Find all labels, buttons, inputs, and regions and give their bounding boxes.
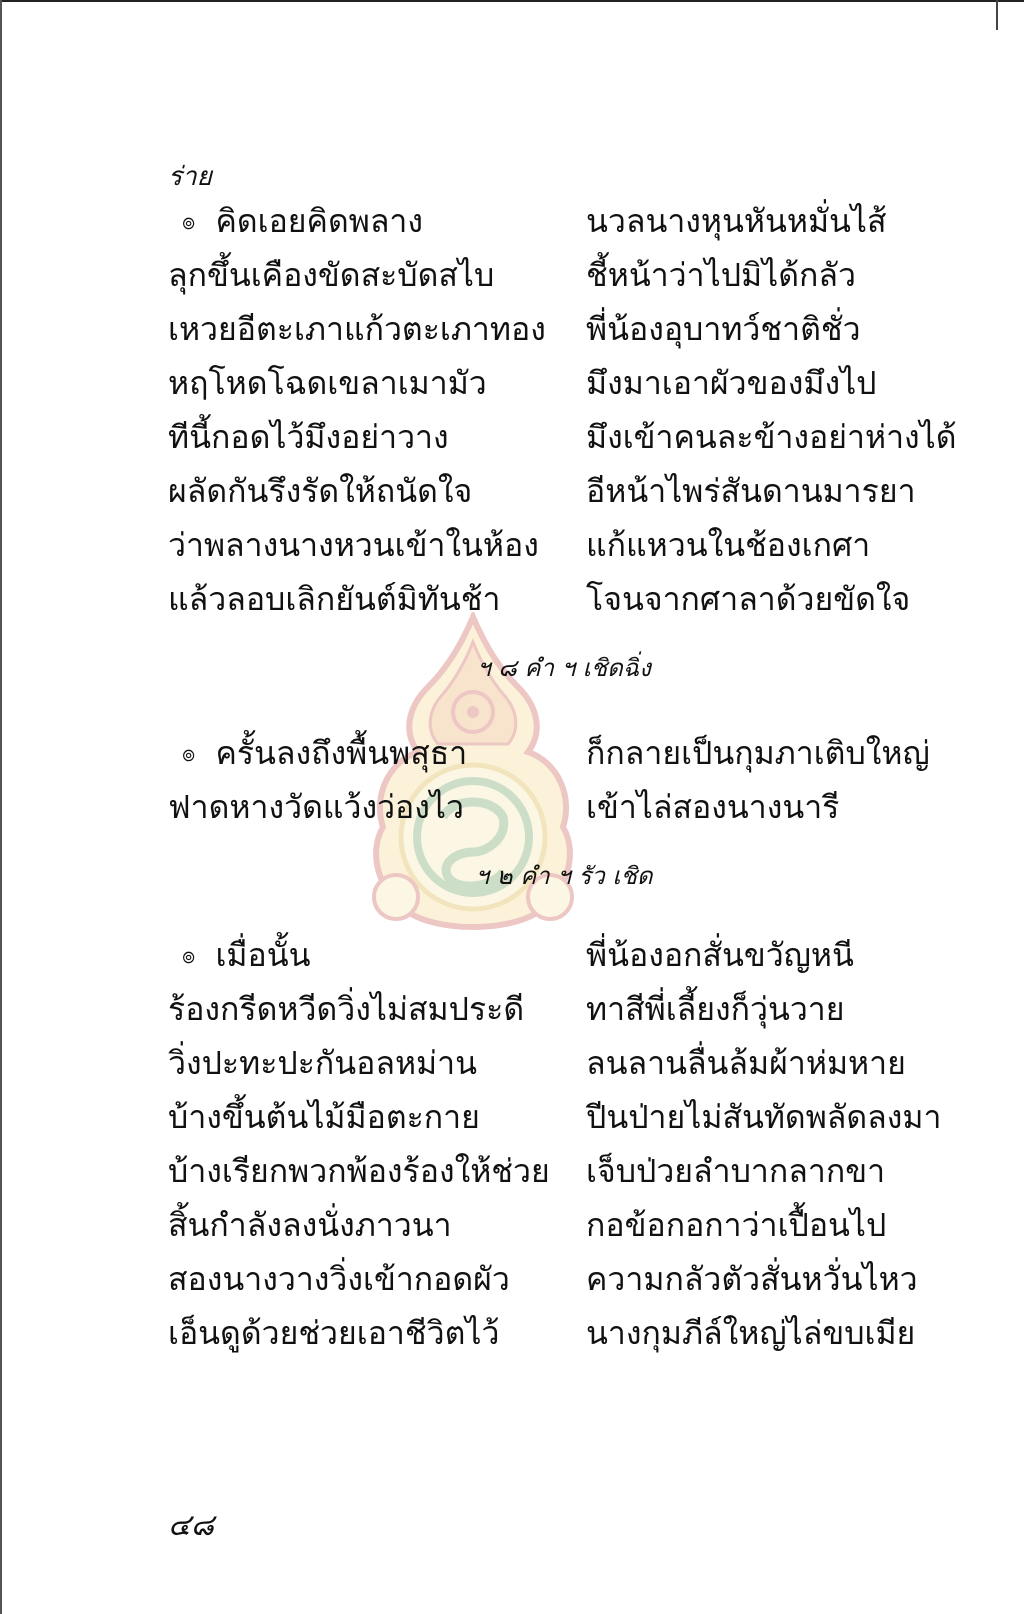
verse-second-half: เข้าไล่สองนางนารี [586,788,840,826]
verse-first-half: เอ็นดูด้วยช่วยเอาชีวิตไว้ [168,1314,500,1352]
verse-first-half: ทีนี้กอดไว้มึงอย่าวาง [168,418,449,456]
verse-line [0,928,1024,983]
verse-first-half: แล้วลอบเลิกยันต์มิทันช้า [168,580,501,618]
verse-line [0,248,1024,303]
stage-cue-text: ฯ ๘ คำ ฯ เชิดฉิ่ง [477,654,651,682]
page-number: ๔๘ [168,1508,214,1543]
verse-line [0,780,1024,835]
verse-first-half: ร้องกรีดหวีดวิ่งไม่สมประดี [168,990,525,1028]
stage-cue [0,648,1024,688]
verse-line [0,1198,1024,1253]
verse-first-half: ลุกขึ้นเคืองขัดสะบัดสไบ [168,256,495,294]
verse-first-half: บ้างเรียกพวกพ้องร้องให้ช่วย [168,1152,550,1190]
verse-line [0,1144,1024,1199]
stanza-marker-icon: ๏ [182,742,196,767]
verse-line [0,726,1024,781]
verse-second-half: นวลนางหุนหันหมั่นไส้ [586,202,887,240]
verse-first-half: หฤโหดโฉดเขลาเมามัว [168,364,487,402]
verse-text: คิดเอยคิดพลาง [215,202,424,240]
verse-first-half [168,928,310,987]
verse-first-half [168,726,467,785]
verse-second-half: ชี้หน้าว่าไปมิได้กลัว [586,256,856,294]
verse-first-half: สิ้นกำลังลงนั่งภาวนา [168,1206,452,1244]
verse-line [0,518,1024,573]
verse-second-half: โจนจากศาลาด้วยขัดใจ [586,580,911,618]
verse-second-half: ลนลานลื่นล้มผ้าห่มหาย [586,1044,906,1082]
verse-line [0,1090,1024,1145]
verse-first-half: ฟาดหางวัดแว้งว่องไว [168,788,464,826]
verse-second-half: กอข้อกอกาว่าเปื้อนไป [586,1206,887,1244]
verse-line [0,194,1024,249]
stage-cue [0,856,1024,896]
verse-line [0,1306,1024,1361]
verse-second-half: มึงเข้าคนละข้างอย่าห่างได้ [586,418,957,456]
verse-line [0,302,1024,357]
verse-first-half [168,194,423,253]
verse-text: ครั้นลงถึงพื้นพสุธา [215,734,468,772]
verse-first-half: บ้างขึ้นต้นไม้มือตะกาย [168,1098,480,1136]
verse-line [0,1252,1024,1307]
verse-line [0,1036,1024,1091]
verse-second-half: อีหน้าไพร่สันดานมารยา [586,472,916,510]
verse-second-half: ก็กลายเป็นกุมภาเติบใหญ่ [586,734,930,772]
stanza-marker-icon: ๏ [182,210,196,235]
verse-second-half: ความกลัวตัวสั่นหวั่นไหว [586,1260,918,1298]
stage-cue-text: ฯ ๒ คำ ฯ รัว เชิด [475,862,653,890]
verse-second-half: เจ็บป่วยลำบากลากขา [586,1152,886,1190]
verse-second-half: พี่น้องอุบาทว์ชาติชั่ว [586,310,861,348]
verse-text: เมื่อนั้น [215,936,311,974]
verse-first-half: วิ่งปะทะปะกันอลหม่าน [168,1044,477,1082]
verse-second-half: แก้แหวนในช้องเกศา [586,526,871,564]
section-label: ร่าย [168,162,212,192]
verse-first-half: ว่าพลางนางหวนเข้าในห้อง [168,526,539,564]
stanza-marker-icon: ๏ [182,944,196,969]
verse-first-half: เหวยอีตะเภาแก้วตะเภาทอง [168,310,546,348]
verse-second-half: พี่น้องอกสั่นขวัญหนี [586,936,854,974]
verse-second-half: ปีนป่ายไม่สันทัดพลัดลงมา [586,1098,942,1136]
verse-second-half: มึงมาเอาผัวของมึงไป [586,364,877,402]
verse-line [0,982,1024,1037]
verse-first-half: ผลัดกันรึงรัดให้ถนัดใจ [168,472,473,510]
verse-line [0,410,1024,465]
verse-second-half: ทาสีพี่เลี้ยงก็วุ่นวาย [586,990,845,1028]
verse-line [0,572,1024,627]
verse-line [0,464,1024,519]
verse-first-half: สองนางวางวิ่งเข้ากอดผัว [168,1260,510,1298]
verse-second-half: นางกุมภีล์ใหญ่ไล่ขบเมีย [586,1314,916,1352]
verse-line [0,356,1024,411]
